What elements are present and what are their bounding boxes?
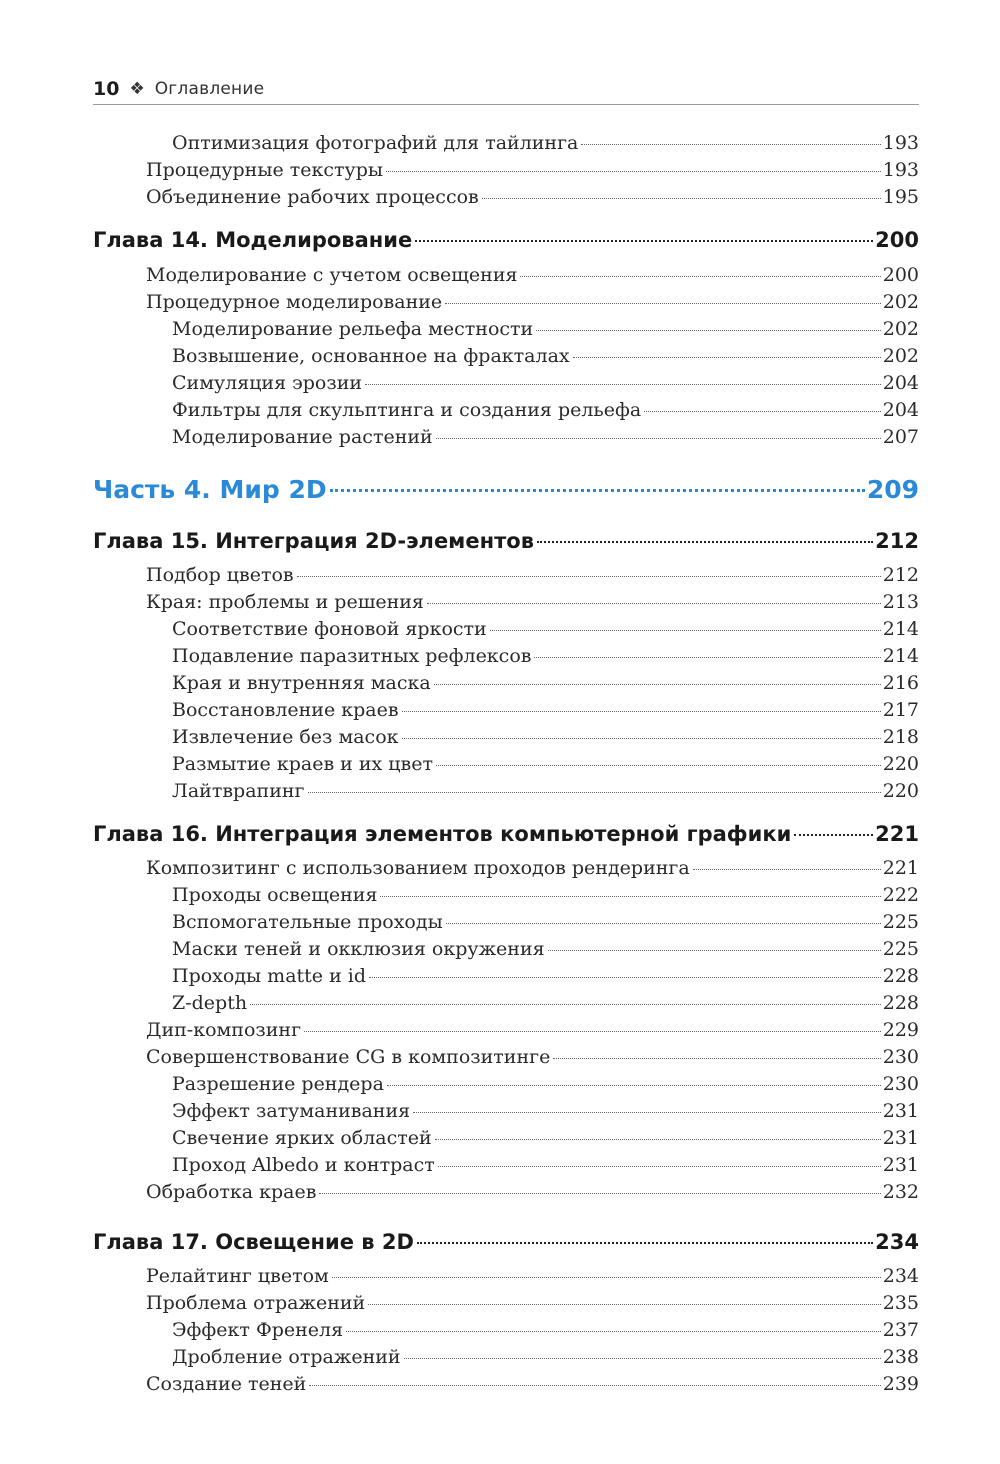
toc-entry[interactable]: [146, 857, 919, 883]
dot-leader: [402, 711, 881, 712]
toc-page-number: 214: [882, 645, 919, 667]
toc-entry[interactable]: [146, 1265, 919, 1291]
toc-title: Дробление отражений: [172, 1346, 401, 1368]
toc-page-number: 239: [882, 1373, 919, 1395]
dot-leader: [297, 576, 881, 577]
running-title: Оглавление: [154, 79, 265, 99]
dot-leader: [365, 384, 881, 385]
toc-page-number: 232: [882, 1181, 919, 1203]
toc-entry[interactable]: [172, 132, 919, 158]
toc-entry[interactable]: [172, 699, 919, 725]
toc-entry[interactable]: [146, 1019, 919, 1045]
toc-entry[interactable]: [146, 1292, 919, 1318]
dot-leader: [404, 1358, 881, 1359]
toc-page-number: 212: [882, 564, 919, 586]
toc-part[interactable]: [93, 475, 919, 513]
dot-leader: [380, 896, 880, 897]
dot-leader: [438, 1166, 881, 1167]
toc-entry[interactable]: [172, 1319, 919, 1345]
dot-leader: [553, 1058, 880, 1059]
toc-title: Подбор цветов: [146, 564, 294, 586]
toc-page-number: 231: [882, 1100, 919, 1122]
toc-page-number: 202: [882, 345, 919, 367]
toc-page-number: 193: [882, 159, 919, 181]
toc-entry[interactable]: [172, 911, 919, 937]
dot-leader: [250, 1004, 881, 1005]
toc-title: Эффект затуманивания: [172, 1100, 411, 1122]
toc-entry[interactable]: [172, 372, 919, 398]
toc-title: Моделирование растений: [172, 426, 433, 448]
toc-entry[interactable]: [146, 591, 919, 617]
toc-page-number: 214: [882, 618, 919, 640]
toc-title: Z-depth: [172, 992, 248, 1014]
toc-title: Разрешение рендера: [172, 1073, 384, 1095]
toc-entry[interactable]: [172, 618, 919, 644]
toc-title: Соответствие фоновой яркости: [172, 618, 487, 640]
toc-title: Извлечение без масок: [172, 726, 399, 748]
dot-leader: [304, 1031, 881, 1032]
toc-page-number: 228: [882, 992, 919, 1014]
toc-title: Объединение рабочих процессов: [146, 186, 479, 208]
dot-leader: [520, 276, 880, 277]
toc-entry[interactable]: [172, 345, 919, 371]
toc-chapter[interactable]: [93, 228, 919, 260]
toc-page-number: 193: [882, 132, 919, 154]
toc-page-number: 209: [866, 475, 919, 504]
toc-entry[interactable]: [172, 1127, 919, 1153]
toc-page-number: 212: [875, 529, 919, 553]
toc-title: Глава 16. Интеграция элементов компьютерной графики: [93, 822, 792, 846]
toc-title: Края и внутренняя маска: [172, 672, 431, 694]
toc-title: Края: проблемы и решения: [146, 591, 424, 613]
toc-entry[interactable]: [146, 159, 919, 185]
toc-entry[interactable]: [172, 1154, 919, 1180]
toc-entry[interactable]: [172, 965, 919, 991]
dot-leader: [417, 1242, 873, 1244]
toc-title: Вспомогательные проходы: [172, 911, 443, 933]
dot-leader: [413, 1112, 881, 1113]
toc-page-number: 229: [882, 1019, 919, 1041]
toc-entry[interactable]: [172, 426, 919, 452]
toc-title: Эффект Френеля: [172, 1319, 344, 1341]
toc-title: Маски теней и окклюзия окружения: [172, 938, 545, 960]
dot-leader: [436, 765, 881, 766]
toc-title: Проход Albedo и контраст: [172, 1154, 435, 1176]
dot-leader: [794, 834, 873, 836]
dot-leader: [434, 684, 881, 685]
toc-title: Оптимизация фотографий для тайлинга: [172, 132, 579, 154]
toc-page-number: 225: [882, 911, 919, 933]
toc-title: Создание теней: [146, 1373, 307, 1395]
toc-page-number: 200: [875, 228, 919, 252]
dot-leader: [346, 1331, 881, 1332]
dot-leader: [427, 603, 881, 604]
toc-page-number: 230: [882, 1046, 919, 1068]
toc-entry[interactable]: [172, 672, 919, 698]
toc-title: Моделирование с учетом освещения: [146, 264, 518, 286]
dot-leader: [644, 411, 881, 412]
toc-title: Дип-композинг: [146, 1019, 302, 1041]
toc-entry[interactable]: [172, 753, 919, 779]
toc-entry[interactable]: [172, 399, 919, 425]
toc-entry[interactable]: [172, 1100, 919, 1126]
toc-title: Размытие краев и их цвет: [172, 753, 433, 775]
running-header: [93, 74, 919, 105]
toc-title: Свечение ярких областей: [172, 1127, 432, 1149]
toc-title: Обработка краев: [146, 1181, 317, 1203]
toc-entry[interactable]: [172, 1346, 919, 1372]
toc-title: Симуляция эрозии: [172, 372, 363, 394]
dot-leader: [330, 489, 865, 492]
dot-leader: [573, 357, 881, 358]
toc-page-number: 238: [882, 1346, 919, 1368]
toc-page-number: 221: [875, 822, 919, 846]
toc-entry[interactable]: [146, 291, 919, 317]
toc-page-number: 217: [882, 699, 919, 721]
toc-page-number: 234: [882, 1265, 919, 1287]
toc-entry[interactable]: [172, 318, 919, 344]
toc-entry[interactable]: [146, 186, 919, 212]
toc-title: Процедурные текстуры: [146, 159, 383, 181]
toc-title: Проходы matte и id: [172, 965, 367, 987]
dot-leader: [435, 1139, 881, 1140]
toc-page-number: 237: [882, 1319, 919, 1341]
toc-title: Процедурное моделирование: [146, 291, 443, 313]
toc-page-number: 228: [882, 965, 919, 987]
toc-page-number: 231: [882, 1154, 919, 1176]
toc-page-number: 234: [875, 1230, 919, 1254]
toc-page-number: 225: [882, 938, 919, 960]
toc-chapter[interactable]: [93, 1230, 919, 1262]
toc-page-number: 216: [882, 672, 919, 694]
toc-title: Проходы освещения: [172, 884, 378, 906]
toc-page-number: 213: [882, 591, 919, 613]
toc-page-number: 204: [882, 399, 919, 421]
toc-page-number: 231: [882, 1127, 919, 1149]
dot-leader: [446, 923, 881, 924]
ornament-icon: ❖: [129, 79, 145, 99]
toc-entry[interactable]: [146, 1373, 919, 1399]
toc-entry[interactable]: [146, 1046, 919, 1072]
toc-page-number: 235: [882, 1292, 919, 1314]
dot-leader: [415, 240, 873, 242]
dot-leader: [308, 792, 881, 793]
toc-title: Возвышение, основанное на фракталах: [172, 345, 570, 367]
dot-leader: [386, 171, 881, 172]
toc-page-number: 222: [882, 884, 919, 906]
toc-page-number: 202: [882, 291, 919, 313]
toc-title: Восстановление краев: [172, 699, 399, 721]
toc-entry[interactable]: [172, 726, 919, 752]
toc-title: Релайтинг цветом: [146, 1265, 329, 1287]
toc-page-number: 202: [882, 318, 919, 340]
dot-leader: [537, 541, 873, 543]
toc-entry[interactable]: [146, 564, 919, 590]
toc-title: Подавление паразитных рефлексов: [172, 645, 532, 667]
toc-page-number: 207: [882, 426, 919, 448]
toc-title: Проблема отражений: [146, 1292, 366, 1314]
dot-leader: [436, 438, 881, 439]
toc-entry[interactable]: [172, 938, 919, 964]
toc-entry[interactable]: [172, 1073, 919, 1099]
dot-leader: [536, 330, 881, 331]
toc-title: Глава 14. Моделирование: [93, 228, 413, 252]
dot-leader: [534, 657, 880, 658]
toc-page-number: 218: [882, 726, 919, 748]
dot-leader: [548, 950, 881, 951]
toc-entry[interactable]: [146, 264, 919, 290]
toc-entry[interactable]: [172, 992, 919, 1018]
dot-leader: [482, 198, 881, 199]
page-number: 10: [93, 78, 120, 100]
toc-page-number: 200: [882, 264, 919, 286]
toc-page-number: 220: [882, 780, 919, 802]
toc-title: Совершенствование CG в композитинге: [146, 1046, 551, 1068]
toc-chapter[interactable]: [93, 529, 919, 561]
toc-entry[interactable]: [172, 645, 919, 671]
dot-leader: [319, 1193, 880, 1194]
toc-entry[interactable]: [172, 884, 919, 910]
toc-page-number: 221: [882, 857, 919, 879]
toc-title: Моделирование рельефа местности: [172, 318, 534, 340]
toc-page-number: 195: [882, 186, 919, 208]
dot-leader: [490, 630, 881, 631]
toc-title: Лайтврапинг: [172, 780, 305, 802]
toc-entry[interactable]: [146, 1181, 919, 1207]
dot-leader: [402, 738, 881, 739]
dot-leader: [332, 1277, 881, 1278]
toc-page-number: 230: [882, 1073, 919, 1095]
toc-entry[interactable]: [172, 780, 919, 806]
dot-leader: [693, 869, 881, 870]
dot-leader: [581, 144, 880, 145]
dot-leader: [368, 1304, 881, 1305]
dot-leader: [369, 977, 881, 978]
dot-leader: [309, 1385, 880, 1386]
toc-page-number: 204: [882, 372, 919, 394]
toc-title: Глава 15. Интеграция 2D-элементов: [93, 529, 534, 553]
dot-leader: [445, 303, 881, 304]
toc-page-number: 220: [882, 753, 919, 775]
dot-leader: [387, 1085, 881, 1086]
toc-chapter[interactable]: [93, 822, 919, 854]
toc-title: Фильтры для скульптинга и создания рельефа: [172, 399, 642, 421]
toc-title: Часть 4. Мир 2D: [93, 475, 327, 504]
toc-title: Глава 17. Освещение в 2D: [93, 1230, 414, 1254]
toc-title: Композитинг с использованием проходов рендеринга: [146, 857, 690, 879]
